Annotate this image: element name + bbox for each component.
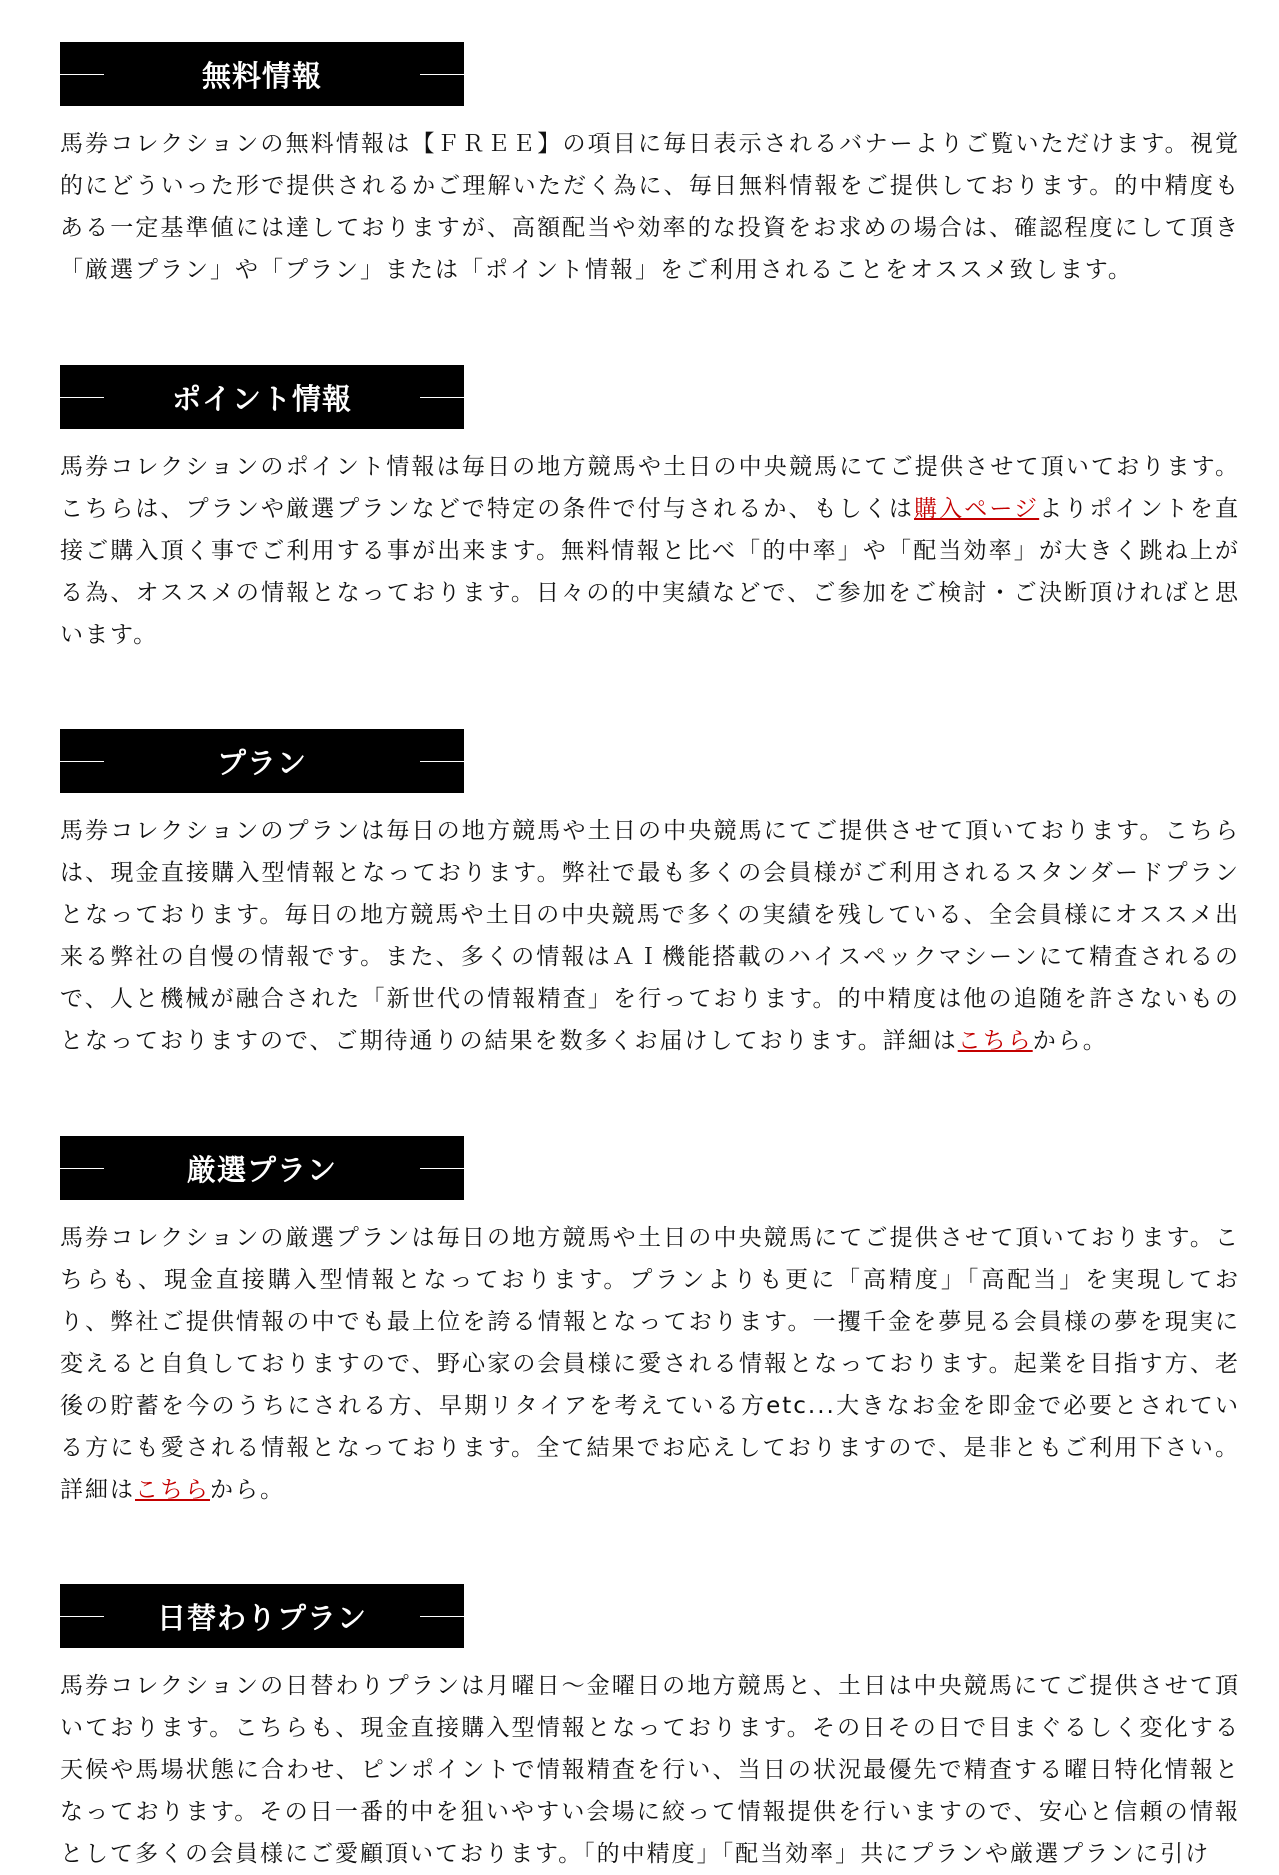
section-heading-label: プラン — [216, 745, 307, 780]
purchase-page-link[interactable]: 購入ページ — [914, 496, 1040, 522]
paragraph-text: 馬券コレクションのプランは毎日の地方競馬や土日の中央競馬にてご提供させて頂いております。こちらは、現金直接購入型情報となっております。弊社で最も多くの会員様がご利用されるスタンダードプランとなっております。毎日の地方競馬や土日の中央競馬で多くの実績を残している、全会員様にオススメ出来る弊社の自慢の情報です。また、多くの情報はＡＩ機能搭載のハイスペックマシーンにて精査されるので、人と機械が融合された「新世代の情報精査」を行っております。的中精度は他の追随を許さないものとなっておりますので、ご期待通りの結果を数多くお届けしております。詳細は — [60, 818, 1240, 1054]
section-heading — [60, 365, 464, 429]
paragraph-text: 馬券コレクションの厳選プランは毎日の地方競馬や土日の中央競馬にてご提供させて頂いております。こちらも、現金直接購入型情報となっております。プランよりも更に「高精度」「高配当」を実現しており、弊社ご提供情報の中でも最上位を誇る情報となっております。一攫千金を夢見る会員様の夢を現実に変えると自負しておりますので、野心家の会員様に愛される情報となっております。起業を目指す方、老後の貯蓄を今のうちにされる方、早期リタイアを考えている方etc...大きなお金を即金で必要とされている方にも愛される情報となっております。全て結果でお応えしておりますので、是非ともご利用下さい。詳細は — [60, 1225, 1240, 1503]
section-heading — [60, 42, 464, 106]
section-heading — [60, 1136, 464, 1200]
section-plan — [60, 729, 1240, 1062]
section-heading-label: 無料情報 — [201, 58, 322, 93]
selected-plan-details-link[interactable]: こちら — [135, 1477, 210, 1503]
section-heading — [60, 1584, 464, 1648]
paragraph-text: から。 — [1032, 1028, 1108, 1054]
section-daily-plan — [60, 1584, 1240, 1875]
section-paragraph — [60, 810, 1240, 1062]
plan-details-link[interactable]: こちら — [957, 1028, 1033, 1054]
paragraph-text: 馬券コレクションの無料情報は【ＦＲＥＥ】の項目に毎日表示されるバナーよりご覧いただけます。視覚的にどういった形で提供されるかご理解いただく為に、毎日無料情報をご提供しております。的中精度もある一定基準値には達しておりますが、高額配当や効率的な投資をお求めの場合は、確認程度にして頂き「厳選プラン」や「プラン」または「ポイント情報」をご利用されることをオススメ致します。 — [60, 131, 1240, 283]
section-paragraph — [60, 1217, 1240, 1511]
section-paragraph — [60, 1665, 1240, 1875]
section-heading — [60, 729, 464, 793]
paragraph-text: 馬券コレクションの日替わりプランは月曜日〜金曜日の地方競馬と、土日は中央競馬にてご提供させて頂いております。こちらも、現金直接購入型情報となっております。その日その日で目まぐるしく変化する天候や馬場状態に合わせ、ピンポイントで情報精査を行い、当日の状況最優先で精査する曜日特化情報となっております。その日一番的中を狙いやすい会場に絞って情報提供を行いますので、安心と信頼の情報として多くの会員様にご愛顧頂いております。「的中精度」「配当効率」共にプランや厳選プランに引け — [60, 1673, 1240, 1867]
section-paragraph — [60, 446, 1240, 656]
paragraph-text: よりポイントを直接ご購入頂く事でご利用する事が出来ます。無料情報と比べ「的中率」や「配当効率」が大きく跳ね上がる為、オススメの情報となっております。日々の的中実績などで、ご参加をご検討・ご決断頂ければと思います。 — [60, 496, 1241, 648]
paragraph-text: 馬券コレクションのポイント情報は毎日の地方競馬や土日の中央競馬にてご提供させて頂いております。こちらは、プランや厳選プランなどで特定の条件で付与されるか、もしくは — [60, 454, 1240, 522]
section-heading-label: 厳選プラン — [186, 1152, 337, 1187]
section-paragraph — [60, 123, 1240, 291]
section-free-info — [60, 42, 1240, 291]
section-heading-label: 日替わりプラン — [156, 1600, 367, 1635]
section-selected-plan — [60, 1136, 1240, 1511]
paragraph-text: から。 — [210, 1477, 285, 1503]
section-point-info — [60, 365, 1240, 656]
section-heading-label: ポイント情報 — [171, 381, 352, 416]
